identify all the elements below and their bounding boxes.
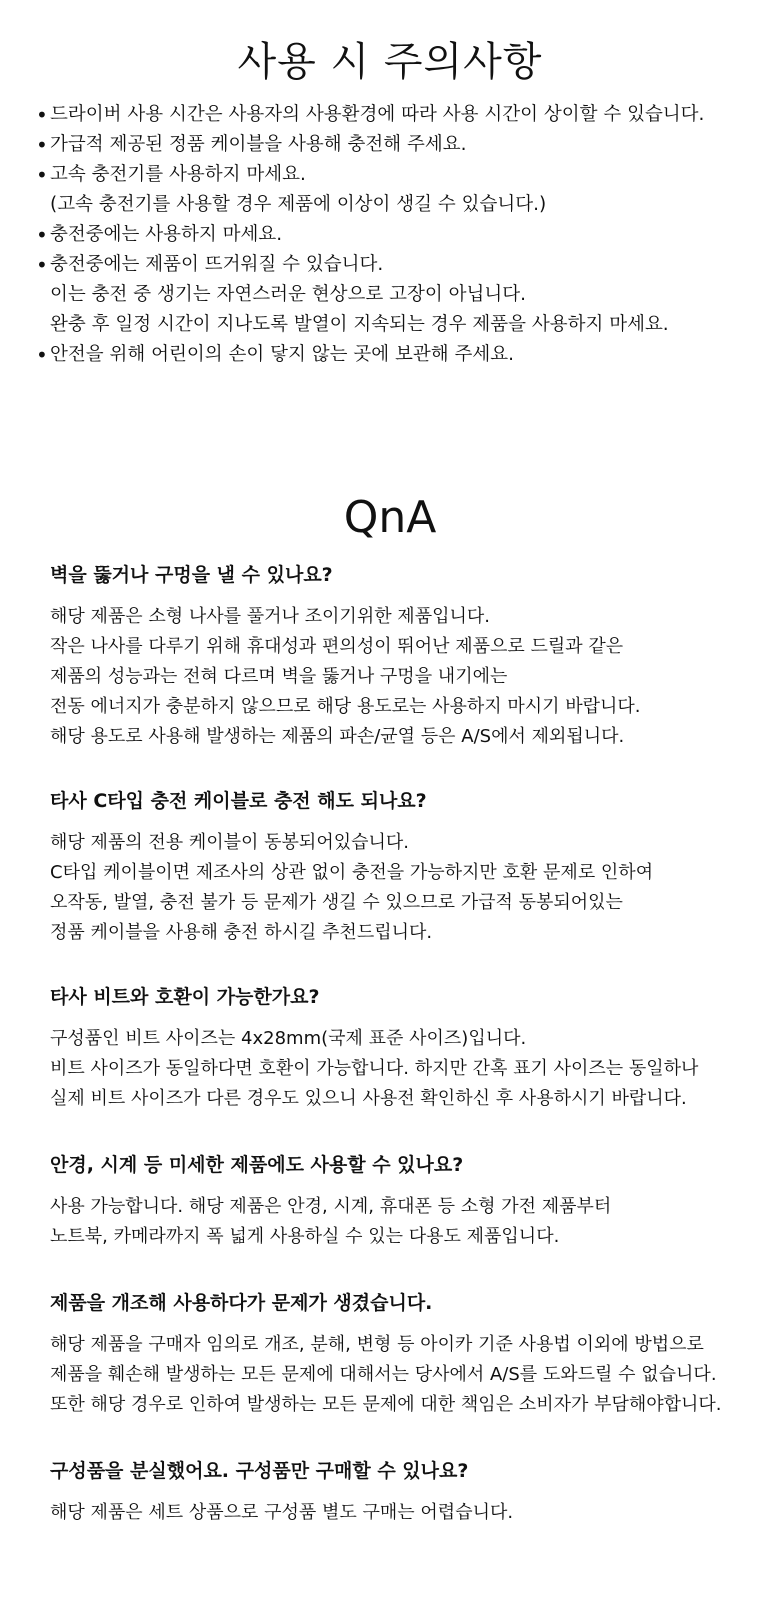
- caution-text: (고속 충전기를 사용할 경우 제품에 이상이 생길 수 있습니다.): [50, 194, 547, 215]
- caution-item: [36, 100, 766, 130]
- answer-line: 노트북, 카메라까지 폭 넓게 사용하실 수 있는 다용도 제품입니다.: [50, 1226, 560, 1247]
- bullet-icon: •: [36, 223, 48, 247]
- bullet-icon: •: [36, 163, 48, 187]
- qna-item: [50, 1150, 765, 1252]
- qna-item: [50, 560, 765, 752]
- qna-item: [50, 786, 765, 948]
- bullet-icon: •: [36, 133, 48, 157]
- qna-question: 타사 C타입 충전 케이블로 충전 해도 되나요?: [50, 790, 427, 812]
- answer-line: 오작동, 발열, 충전 불가 등 문제가 생길 수 있으므로 가급적 동봉되어있는: [50, 892, 623, 913]
- caution-text: 드라이버 사용 시간은 사용자의 사용환경에 따라 사용 시간이 상이할 수 있습니다.: [50, 104, 705, 125]
- qna-answer: [50, 828, 765, 948]
- answer-line: 해당 제품의 전용 케이블이 동봉되어있습니다.: [50, 832, 409, 853]
- bullet-icon: •: [36, 103, 48, 127]
- answer-line: 해당 제품은 세트 상품으로 구성품 별도 구매는 어렵습니다.: [50, 1502, 514, 1523]
- caution-item: [36, 250, 766, 340]
- answer-line: 정품 케이블을 사용해 충전 하시길 추천드립니다.: [50, 922, 433, 943]
- caution-text: 고속 충전기를 사용하지 마세요.: [50, 164, 306, 185]
- qna-answer: [50, 1330, 765, 1420]
- answer-line: 제품의 성능과는 전혀 다르며 벽을 뚫거나 구멍을 내기에는: [50, 666, 508, 687]
- answer-line: 비트 사이즈가 동일하다면 호환이 가능합니다. 하지만 간혹 표기 사이즈는 동일하나: [50, 1058, 699, 1079]
- qna-item: [50, 1288, 765, 1420]
- answer-line: 사용 가능합니다. 해당 제품은 안경, 시계, 휴대폰 등 소형 가전 제품부터: [50, 1196, 612, 1217]
- caution-item: [36, 160, 766, 220]
- qna-question: 제품을 개조해 사용하다가 문제가 생겼습니다.: [50, 1292, 433, 1314]
- qna-answer: [50, 1024, 765, 1114]
- answer-line: 실제 비트 사이즈가 다른 경우도 있으니 사용전 확인하신 후 사용하시기 바랍니다.: [50, 1088, 687, 1109]
- caution-text: 가급적 제공된 정품 케이블을 사용해 충전해 주세요.: [50, 134, 467, 155]
- answer-line: 작은 나사를 다루기 위해 휴대성과 편의성이 뛰어난 제품으로 드릴과 같은: [50, 636, 624, 657]
- caution-text: 안전을 위해 어린이의 손이 닿지 않는 곳에 보관해 주세요.: [50, 344, 514, 365]
- caution-item: [36, 340, 766, 370]
- qna-question: 벽을 뚫거나 구멍을 낼 수 있나요?: [50, 564, 333, 586]
- qna-title: QnA: [343, 492, 437, 543]
- answer-line: 전동 에너지가 충분하지 않으므로 해당 용도로는 사용하지 마시기 바랍니다.: [50, 696, 641, 717]
- answer-line: C타입 케이블이면 제조사의 상관 없이 충전을 가능하지만 호환 문제로 인하여: [50, 862, 654, 883]
- caution-item: [36, 220, 766, 250]
- caution-text: 충전중에는 사용하지 마세요.: [50, 224, 283, 245]
- qna-answer: [50, 1192, 765, 1252]
- caution-text: 충전중에는 제품이 뜨거워질 수 있습니다.: [50, 254, 384, 275]
- bullet-icon: •: [36, 343, 48, 367]
- bullet-icon: •: [36, 253, 48, 277]
- qna-answer: [50, 1498, 765, 1528]
- caution-text: 완충 후 일정 시간이 지나도록 발열이 지속되는 경우 제품을 사용하지 마세요.: [50, 314, 669, 335]
- qna-question: 구성품을 분실했어요. 구성품만 구매할 수 있나요?: [50, 1460, 469, 1482]
- answer-line: 해당 제품은 소형 나사를 풀거나 조이기위한 제품입니다.: [50, 606, 490, 627]
- qna-item: [50, 1456, 765, 1528]
- qna-question: 안경, 시계 등 미세한 제품에도 사용할 수 있나요?: [50, 1154, 464, 1176]
- qna-answer: [50, 602, 765, 752]
- answer-line: 또한 해당 경우로 인하여 발생하는 모든 문제에 대한 책임은 소비자가 부담해야합니다.: [50, 1394, 722, 1415]
- answer-line: 해당 용도로 사용해 발생하는 제품의 파손/균열 등은 A/S에서 제외됩니다.: [50, 726, 625, 747]
- answer-line: 제품을 훼손해 발생하는 모든 문제에 대해서는 당사에서 A/S를 도와드릴 수 없습니다.: [50, 1364, 717, 1385]
- caution-list: [36, 100, 766, 370]
- qna-item: [50, 982, 765, 1114]
- caution-title: 사용 시 주의사항: [237, 39, 543, 85]
- caution-item: [36, 130, 766, 160]
- answer-line: 구성품인 비트 사이즈는 4x28mm(국제 표준 사이즈)입니다.: [50, 1028, 527, 1049]
- qna-question: 타사 비트와 호환이 가능한가요?: [50, 986, 320, 1008]
- answer-line: 해당 제품을 구매자 임의로 개조, 분해, 변형 등 아이카 기준 사용법 이외에 방법으로: [50, 1334, 704, 1355]
- caution-text: 이는 충전 중 생기는 자연스러운 현상으로 고장이 아닙니다.: [50, 284, 526, 305]
